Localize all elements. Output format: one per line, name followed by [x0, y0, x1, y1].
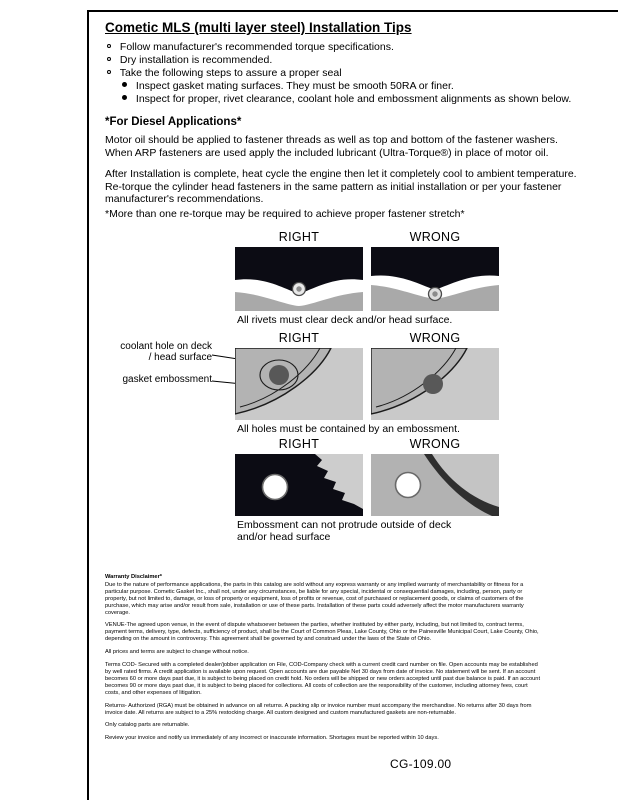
open-bullet-icon [107, 44, 111, 48]
page-title: Cometic MLS (multi layer steel) Installation Tips [105, 20, 412, 35]
embossment-protrude-right-diagram [235, 454, 363, 516]
row3-wrong-label: WRONG [409, 437, 461, 451]
open-bullet-icon [107, 57, 111, 61]
sub-tip-text: Inspect for proper, rivet clearance, coolant hole and embossment alignments as shown below. [135, 93, 572, 105]
embossment-protrude-wrong-diagram [371, 454, 499, 516]
sub-tip-item [122, 80, 607, 93]
hole-embossment-wrong-diagram [371, 348, 499, 420]
row2-right-label: RIGHT [278, 331, 320, 345]
legal-paragraph: VENUE-The agreed upon venue, in the event of dispute whatsoever between the parties, whether instituted by either party, including, but not limited to, contract terms, payment terms, delivery, type, defects, sufficiency of product, shall be the Court of Common Pleas, Lake County, Ohio or the Painesville Municipal Court, Lake County, Ohio, depending on the amount in controversy. This agreement shall be governed by and construed under the laws of the State of Ohio. [105, 622, 539, 643]
rivet-clear-right-diagram [235, 247, 363, 311]
page-number: CG-109.00 [390, 757, 452, 771]
retorque-note: *More than one re-torque may be required to achieve proper fastener stretch* [105, 208, 465, 220]
diesel-paragraph-1: Motor oil should be applied to fastener threads as well as top and bottom of the fastener washers. When ARP fasteners are used apply the included lubricant (Ultra-Torque®) in place of motor oil. [105, 134, 558, 159]
warranty-disclaimer-heading: Warranty Disclaimer* [105, 574, 163, 580]
tip-item [107, 67, 607, 80]
row1-wrong-label: WRONG [409, 230, 461, 244]
legal-section [105, 574, 541, 748]
rivet-clear-wrong-diagram [371, 247, 499, 311]
legal-paragraph: Due to the nature of performance applications, the parts in this catalog are sold without any express warranty or any implied warranty of merchantability or fitness for a particular purpose. Cometic Gasket Inc., shall not, under any circumstances, be liable for any special, incidental or consequential damages, including, person, party or property, but not limited to, damage, or loss of property or equipment, loss of profits or revenue, cost of purchased or replacement goods, or claims of customers of the purchase, which may arise and/or result from sale, installation or use of these parts. Installation of these parts could adversely affect the motor manufacturers warranty coverage. [105, 581, 524, 616]
diesel-paragraph-2: After Installation is complete, heat cycle the engine then let it completely cool to ambient temperature. Re-torque the cylinder head fasteners in the same pattern as initial installation or per your fastener manufacturer's recommendations. [105, 168, 577, 205]
legal-paragraph: All prices and terms are subject to change without notice. [105, 649, 249, 656]
tip-text: Take the following steps to assure a proper seal [119, 67, 342, 79]
row3-right-label: RIGHT [278, 437, 320, 451]
filled-bullet-icon [122, 95, 127, 100]
filled-bullet-icon [122, 82, 127, 87]
tip-text: Dry installation is recommended. [119, 54, 273, 66]
coolant-hole-callout: coolant hole on deck / head surface [120, 341, 212, 363]
legal-paragraph: Review your invoice and notify us immediately of any incorrect or inaccurate information. Shortages must be reported within 10 days. [105, 735, 439, 742]
row2-wrong-label: WRONG [409, 331, 461, 345]
legal-paragraph: Returns- Authorized (RGA) must be obtained in advance on all returns. A packing slip or invoice number must accompany the merchandise. No returns after 30 days from invoice date. All returns are subject to a 25% restocking charge. All custom designed and custom manufactured gaskets are non-returnable. [105, 702, 532, 716]
tip-item [107, 41, 607, 54]
legal-paragraph: Only catalog parts are returnable. [105, 722, 190, 729]
row1-caption: All rivets must clear deck and/or head surface. [237, 314, 453, 326]
tip-item [107, 54, 607, 67]
sub-tip-item [122, 93, 607, 106]
installation-tips-list [107, 41, 607, 106]
open-bullet-icon [107, 70, 111, 74]
row1-right-label: RIGHT [278, 230, 320, 244]
hole-embossment-right-diagram [235, 348, 363, 420]
tip-text: Follow manufacturer's recommended torque specifications. [119, 41, 394, 53]
legal-paragraph: Terms COD- Secured with a completed dealer/jobber application on File, COD-Company check with a current credit card number on file. Open accounts may be established by well rated firms. A credit application is available upon request. Open accounts are due payable Net 30 days from date of invoice. No statement will be sent. If an account becomes 60 or more days past due, it is subject to being placed on credit hold. No orders will be shipped or new orders accepted until past due balance is paid. If an account becomes 90 or more days past due, it is subject to being placed for collections. All costs of collection are the responsibility of the customer, including attorney fees, court costs, and other expenses of litigation. [105, 662, 541, 696]
diesel-applications-heading: *For Diesel Applications* [105, 116, 242, 128]
gasket-embossment-callout: gasket embossment [122, 374, 212, 385]
sub-tip-text: Inspect gasket mating surfaces. They must be smooth 50RA or finer. [135, 80, 454, 92]
row3-caption: Embossment can not protrude outside of deck and/or head surface [237, 519, 452, 543]
row2-caption: All holes must be contained by an embossment. [237, 423, 460, 435]
